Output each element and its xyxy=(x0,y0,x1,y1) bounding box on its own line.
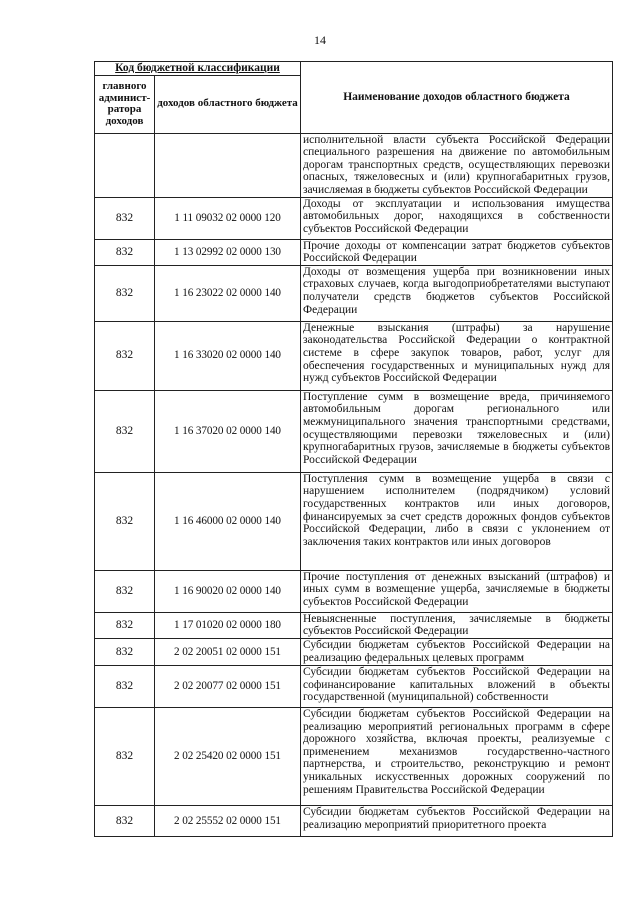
revenue-name-cell: исполнительной власти субъекта Российской Федерации специального разрешения на движение по автомобильным дорогам транспортных средств, осуществляющих перевозки опасных, тяжеловесных и (или) крупногабаритных грузов, зачисляемая в бюджеты субъектов Российской Федерации xyxy=(301,133,613,197)
table-row xyxy=(95,321,613,390)
admin-code-cell: 832 xyxy=(95,612,155,638)
revenue-code-cell: 1 17 01020 02 0000 180 xyxy=(155,612,301,638)
table-row xyxy=(95,805,613,836)
table-row xyxy=(95,472,613,570)
revenue-name-cell: Субсидии бюджетам субъектов Российской Федерации на реализацию федеральных целевых программ xyxy=(301,638,613,665)
header-revenue-name: Наименование доходов областного бюджета xyxy=(301,62,613,134)
revenue-code-cell xyxy=(155,133,301,197)
revenue-name-cell: Невыясненные поступления, зачисляемые в бюджеты субъектов Российской Федерации xyxy=(301,612,613,638)
admin-code-cell: 832 xyxy=(95,570,155,612)
header-chief-administrator: главного админист-ратора доходов xyxy=(95,75,155,133)
table-row xyxy=(95,197,613,239)
table-row xyxy=(95,638,613,665)
revenue-code-cell: 1 16 33020 02 0000 140 xyxy=(155,321,301,390)
admin-code-cell: 832 xyxy=(95,239,155,265)
revenue-code-cell: 1 13 02992 02 0000 130 xyxy=(155,239,301,265)
table-row xyxy=(95,570,613,612)
admin-code-cell: 832 xyxy=(95,665,155,707)
admin-code-cell: 832 xyxy=(95,707,155,805)
revenue-name-cell: Доходы от возмещения ущерба при возникновении иных страховых случаев, когда выгодоприобретателями выступают получатели средств бюджетов субъектов Российской Федерации xyxy=(301,265,613,321)
revenue-code-cell: 1 16 37020 02 0000 140 xyxy=(155,390,301,472)
admin-code-cell xyxy=(95,133,155,197)
revenue-code-cell: 1 16 46000 02 0000 140 xyxy=(155,472,301,570)
revenue-name-cell: Доходы от эксплуатации и использования имущества автомобильных дорог, находящихся в собственности субъектов Российской Федерации xyxy=(301,197,613,239)
revenue-name-cell: Прочие поступления от денежных взысканий (штрафов) и иных сумм в возмещение ущерба, зачисляемые в бюджеты субъектов Российской Федерации xyxy=(301,570,613,612)
admin-code-cell: 832 xyxy=(95,390,155,472)
revenue-name-cell: Поступления сумм в возмещение ущерба в связи с нарушением исполнителем (подрядчиком) условий государственных контрактов или иных договоров, финансируемых за счет средств дорожных фондов субъектов Российской Федерации, либо в связи с уклонением от заключения таких контрактов или иных договоров xyxy=(301,472,613,570)
revenue-name-cell: Субсидии бюджетам субъектов Российской Федерации на софинансирование капитальных вложений в объекты государственной (муниципальной) собственности xyxy=(301,665,613,707)
table-row xyxy=(95,665,613,707)
page-number: 14 xyxy=(314,33,326,47)
table-row xyxy=(95,390,613,472)
revenue-code-cell: 2 02 25552 02 0000 151 xyxy=(155,805,301,836)
table-row xyxy=(95,612,613,638)
revenue-name-cell: Денежные взыскания (штрафы) за нарушение законодательства Российской Федерации о контрактной системе в сфере закупок товаров, работ, услуг для обеспечения государственных и муниципальных нужд для нужд субъектов Российской Федерации xyxy=(301,321,613,390)
table-row xyxy=(95,239,613,265)
revenue-code-cell: 2 02 20051 02 0000 151 xyxy=(155,638,301,665)
admin-code-cell: 832 xyxy=(95,472,155,570)
revenue-code-cell: 2 02 25420 02 0000 151 xyxy=(155,707,301,805)
budget-classification-table xyxy=(94,61,613,837)
table-row xyxy=(95,265,613,321)
admin-code-cell: 832 xyxy=(95,265,155,321)
header-budget-classification-code: Код бюджетной классификации xyxy=(95,62,301,76)
header-regional-revenue: доходов областного бюджета xyxy=(155,75,301,133)
admin-code-cell: 832 xyxy=(95,805,155,836)
admin-code-cell: 832 xyxy=(95,638,155,665)
admin-code-cell: 832 xyxy=(95,321,155,390)
revenue-code-cell: 1 16 90020 02 0000 140 xyxy=(155,570,301,612)
admin-code-cell: 832 xyxy=(95,197,155,239)
revenue-code-cell: 1 16 23022 02 0000 140 xyxy=(155,265,301,321)
table-row xyxy=(95,707,613,805)
revenue-name-cell: Субсидии бюджетам субъектов Российской Федерации на реализацию мероприятий региональных программ в сфере дорожного хозяйства, включая проекты, реализуемые с применением механизмов государственно-частного партнерства, и строительство, реконструкцию и ремонт уникальных искусственных дорожных сооружений по решениям Правительства Российской Федерации xyxy=(301,707,613,805)
revenue-code-cell: 1 11 09032 02 0000 120 xyxy=(155,197,301,239)
revenue-name-cell: Субсидии бюджетам субъектов Российской Федерации на реализацию мероприятий приоритетного проекта xyxy=(301,805,613,836)
table-row xyxy=(95,133,613,197)
revenue-name-cell: Поступление сумм в возмещение вреда, причиняемого автомобильным дорогам регионального или межмуниципального значения транспортными средствами, осуществляющими перевозки тяжеловесных и (или) крупногабаритных грузов, зачисляемые в бюджеты субъектов Российской Федерации xyxy=(301,390,613,472)
revenue-code-cell: 2 02 20077 02 0000 151 xyxy=(155,665,301,707)
revenue-name-cell: Прочие доходы от компенсации затрат бюджетов субъектов Российской Федерации xyxy=(301,239,613,265)
